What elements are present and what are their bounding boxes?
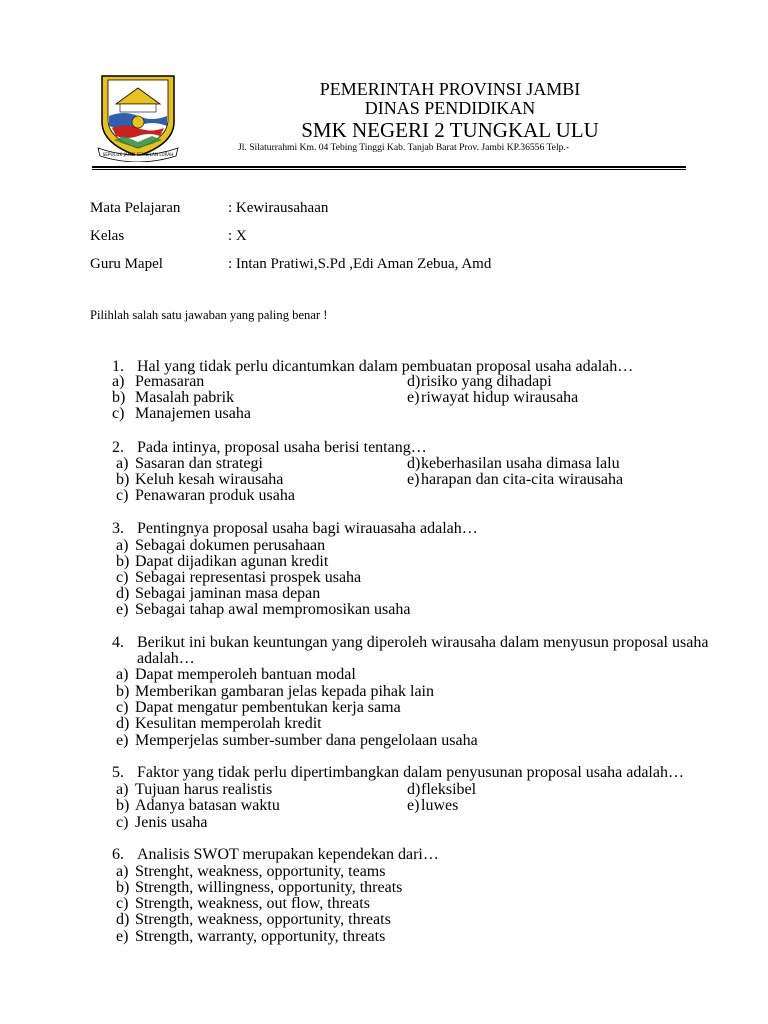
question-number: 1. [112, 358, 124, 375]
option-letter: c) [116, 699, 129, 716]
option-letter: d) [407, 373, 421, 390]
option-text: harapan dan cita-cita wirausaha [421, 471, 624, 488]
option-letter: d) [407, 455, 421, 472]
letterhead-government: PEMERINTAH PROVINSI JAMBI [319, 79, 581, 99]
option-row [0, 570, 768, 586]
option-text: riwayat hidup wirausaha [421, 389, 579, 406]
option-row [0, 798, 768, 814]
option-letter: a) [116, 863, 129, 880]
option-text: Strength, willingness, opportunity, threats [135, 879, 403, 896]
option-text: Strenght, weakness, opportunity, teams [135, 863, 386, 880]
option-row [0, 602, 768, 618]
instruction-text: Pilihlah salah satu jawaban yang paling benar ! [90, 308, 328, 322]
info-value: : X [228, 228, 247, 244]
option-letter: e) [407, 471, 420, 488]
option-row [0, 733, 768, 749]
option-text: Strength, weakness, opportunity, threats [135, 911, 391, 928]
info-label: Kelas [90, 228, 125, 244]
option-text: Sasaran dan strategi [135, 455, 263, 472]
question-text-continued: adalah… [137, 650, 195, 667]
option-row [0, 586, 768, 602]
option-row [0, 667, 768, 683]
option-letter: a) [116, 455, 129, 472]
option-row [0, 488, 768, 504]
option-letter: b) [116, 683, 130, 700]
option-letter: d) [407, 781, 421, 798]
option-letter: c) [112, 405, 125, 422]
option-text: risiko yang dihadapi [421, 373, 552, 390]
letterhead-department: DINAS PENDIDIKAN [364, 98, 536, 118]
option-letter: b) [112, 389, 126, 406]
option-row [0, 929, 768, 945]
option-text: Masalah pabrik [135, 389, 235, 406]
option-letter: e) [116, 928, 129, 945]
option-row [0, 912, 768, 928]
option-letter: a) [116, 666, 129, 683]
header-rule-thin [92, 169, 686, 170]
option-row [0, 716, 768, 732]
option-letter: e) [407, 797, 420, 814]
option-row [0, 782, 768, 798]
option-row [0, 472, 768, 488]
option-text: Memberikan gambaran jelas kepada pihak lain [135, 683, 434, 700]
option-text: Sebagai representasi prospek usaha [135, 569, 362, 586]
letterhead-school-name: SMK NEGERI 2 TUNGKAL ULU [301, 118, 599, 142]
option-text: fleksibel [421, 781, 477, 798]
question-text: Pentingnya proposal usaha bagi wirauasaha adalah… [137, 520, 478, 537]
question-text: Faktor yang tidak perlu dipertimbangkan dalam penyusunan proposal usaha adalah… [137, 764, 684, 781]
question-text: Analisis SWOT merupakan kependekan dari… [137, 846, 439, 863]
option-letter: a) [112, 373, 125, 390]
question-text: Berikut ini bukan keuntungan yang diperoleh wirausaha dalam menyusun proposal usaha [137, 634, 709, 651]
option-letter: c) [116, 487, 129, 504]
option-text: Dapat memperoleh bantuan modal [135, 666, 356, 683]
question-number: 6. [112, 846, 124, 863]
option-row [0, 554, 768, 570]
header-rule-thick [92, 166, 686, 168]
option-row [0, 406, 768, 422]
option-row [0, 880, 768, 896]
question-number: 3. [112, 520, 124, 537]
option-text: Strength, weakness, out flow, threats [135, 895, 370, 912]
logo-motto: SEPUCUK JAMBI SEMBILAN LURAH [102, 152, 174, 157]
option-row [0, 538, 768, 554]
question-number: 5. [112, 764, 124, 781]
option-text: Dapat dijadikan agunan kredit [135, 553, 329, 570]
option-text: keberhasilan usaha dimasa lalu [421, 455, 620, 472]
option-text: Sebagai jaminan masa depan [135, 585, 321, 602]
info-label: Mata Pelajaran [90, 200, 181, 216]
option-letter: c) [116, 895, 129, 912]
option-row [0, 456, 768, 472]
question-number: 2. [112, 439, 124, 456]
option-text: Manajemen usaha [135, 405, 251, 422]
option-row [0, 390, 768, 406]
option-text: Sebagai dokumen perusahaan [135, 537, 326, 554]
option-letter: e) [116, 601, 129, 618]
option-text: Jenis usaha [135, 814, 208, 831]
option-text: Dapat mengatur pembentukan kerja sama [135, 699, 401, 716]
option-row [0, 896, 768, 912]
option-letter: a) [116, 537, 129, 554]
option-letter: e) [407, 389, 420, 406]
option-text: Keluh kesah wirausaha [135, 471, 284, 488]
question-number: 4. [112, 634, 124, 651]
option-letter: c) [116, 814, 129, 831]
option-letter: d) [116, 911, 130, 928]
option-row [0, 374, 768, 390]
option-letter: b) [116, 879, 130, 896]
info-label: Guru Mapel [90, 256, 163, 272]
option-text: Adanya batasan waktu [135, 797, 280, 814]
option-text: luwes [421, 797, 459, 814]
option-text: Kesulitan memperolah kredit [135, 715, 322, 732]
option-letter: b) [116, 797, 130, 814]
option-letter: e) [116, 732, 129, 749]
option-text: Tujuan harus realistis [135, 781, 273, 798]
question-text: Hal yang tidak perlu dicantumkan dalam pembuatan proposal usaha adalah… [137, 358, 634, 375]
option-text: Sebagai tahap awal mempromosikan usaha [135, 601, 411, 618]
info-value: : Intan Pratiwi,S.Pd ,Edi Aman Zebua, Amd [228, 256, 492, 272]
option-letter: d) [116, 585, 130, 602]
option-letter: c) [116, 569, 129, 586]
option-row [0, 815, 768, 831]
option-text: Memperjelas sumber-sumber dana pengelolaan usaha [135, 732, 478, 749]
option-row [0, 684, 768, 700]
option-row [0, 864, 768, 880]
option-letter: d) [116, 715, 130, 732]
jambi-crest-logo [94, 70, 182, 162]
question-text: Pada intinya, proposal usaha berisi tentang… [137, 439, 427, 456]
option-letter: b) [116, 471, 130, 488]
option-letter: b) [116, 553, 130, 570]
option-letter: a) [116, 781, 129, 798]
option-text: Pemasaran [135, 373, 205, 390]
letterhead-address: Jl. Silaturrahmi Km. 04 Tebing Tinggi Kab. Tanjab Barat Prov. Jambi KP.36556 Telp.- [238, 142, 570, 153]
option-row [0, 700, 768, 716]
option-text: Penawaran produk usaha [135, 487, 295, 504]
option-text: Strength, warranty, opportunity, threats [135, 928, 386, 945]
info-value: : Kewirausahaan [228, 200, 329, 216]
